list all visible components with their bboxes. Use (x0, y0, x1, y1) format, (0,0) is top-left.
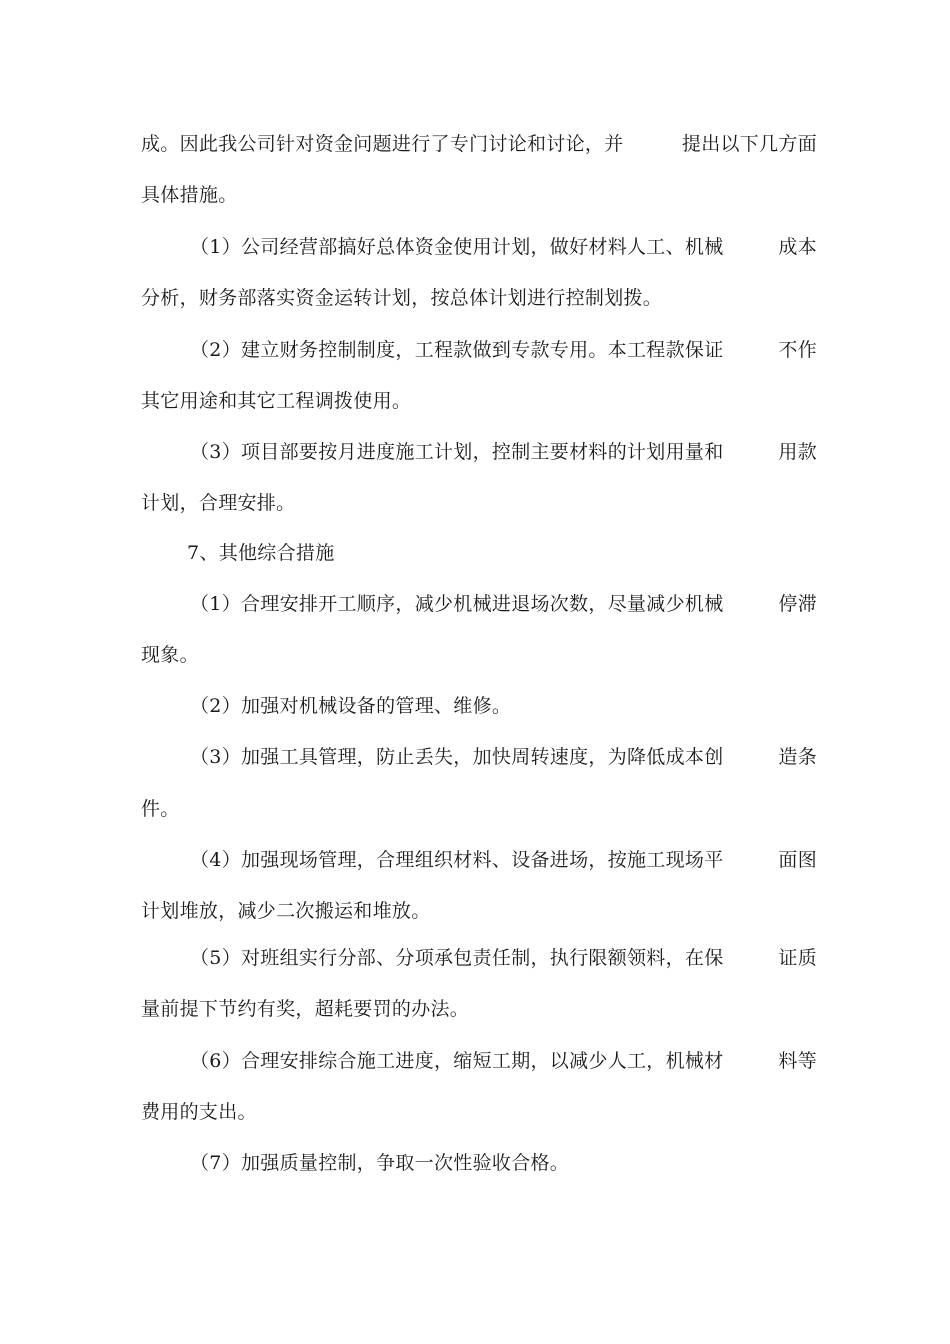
paragraph-line: （2）加强对机械设备的管理、维修。 (190, 695, 512, 717)
line-text: （2）建立财务控制制度，工程款做到专款专用。本工程款保证 (190, 339, 724, 361)
line-text-tail: 提出以下几方面 (681, 133, 817, 155)
paragraph-line: 件。 (141, 798, 180, 820)
paragraph-line: 量前提下节约有奖，超耗要罚的办法。 (141, 998, 470, 1020)
paragraph-line (190, 946, 817, 970)
paragraph-line: 具体措施。 (141, 184, 238, 206)
line-text-tail: 面图 (778, 849, 817, 871)
paragraph-line (190, 338, 817, 362)
line-text: （1）公司经营部搞好总体资金使用计划，做好材料人工、机械 (190, 236, 724, 258)
paragraph-line: 现象。 (141, 644, 199, 666)
paragraph-line: 其它用途和其它工程调拨使用。 (141, 390, 412, 412)
line-text-tail: 造条 (778, 746, 817, 768)
section-heading: 7、其他综合措施 (187, 542, 335, 564)
paragraph-line: 费用的支出。 (141, 1101, 257, 1123)
line-text-tail: 停滞 (778, 593, 817, 615)
paragraph-line: （7）加强质量控制，争取一次性验收合格。 (190, 1152, 570, 1174)
paragraph-line (190, 440, 817, 464)
line-text-tail: 用款 (778, 441, 817, 463)
paragraph-line (190, 1049, 817, 1073)
line-text: （6）合理安排综合施工进度，缩短工期，以减少人工，机械材 (190, 1050, 724, 1072)
line-text-tail: 成本 (778, 236, 817, 258)
paragraph-line: 分析，财务部落实资金运转计划，按总体计划进行控制划拨。 (141, 287, 663, 309)
paragraph-line (190, 745, 817, 769)
line-text: （3）项目部要按月进度施工计划，控制主要材料的计划用量和 (190, 441, 724, 463)
paragraph-line (190, 235, 817, 259)
paragraph-line (141, 132, 817, 156)
paragraph-line (190, 592, 817, 616)
paragraph-line: 计划堆放，减少二次搬运和堆放。 (141, 900, 431, 922)
line-text-tail: 证质 (778, 947, 817, 969)
paragraph-line: 计划，合理安排。 (141, 492, 296, 514)
line-text: 成。因此我公司针对资金问题进行了专门讨论和讨论，并 (141, 133, 624, 155)
line-text-tail: 不作 (778, 339, 817, 361)
line-text: （3）加强工具管理，防止丢失，加快周转速度，为降低成本创 (190, 746, 724, 768)
line-text: （1）合理安排开工顺序，减少机械进退场次数，尽量减少机械 (190, 593, 724, 615)
line-text: （5）对班组实行分部、分项承包责任制，执行限额领料，在保 (190, 947, 724, 969)
line-text-tail: 料等 (778, 1050, 817, 1072)
paragraph-line (190, 848, 817, 872)
line-text: （4）加强现场管理，合理组织材料、设备进场，按施工现场平 (190, 849, 724, 871)
